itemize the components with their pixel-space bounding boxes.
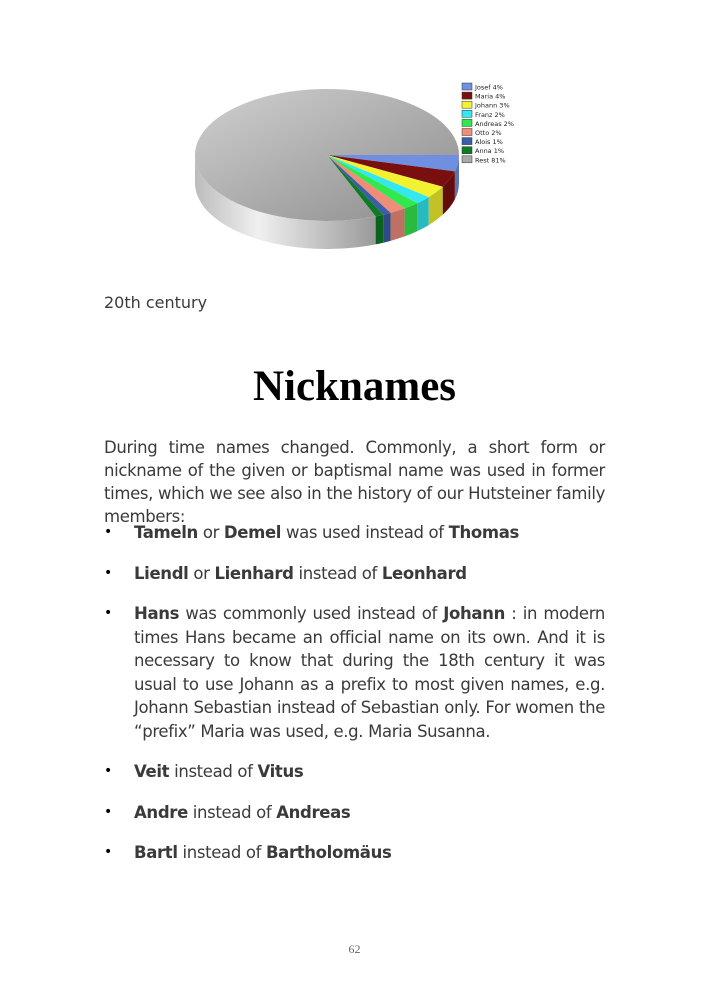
connector-text: or <box>197 523 224 542</box>
legend-swatch <box>462 110 472 117</box>
connector-text: instead of <box>177 843 266 862</box>
legend-label: Franz 2% <box>475 110 505 119</box>
full-name: Thomas <box>448 523 520 542</box>
full-name: Leonhard <box>381 563 467 583</box>
chart-legend <box>462 83 514 164</box>
legend-swatch <box>462 138 472 145</box>
connector-text: or <box>188 563 215 583</box>
full-name: Andreas <box>276 802 351 822</box>
list-item <box>104 562 605 586</box>
legend-label: Maria 4% <box>475 92 506 101</box>
legend-swatch <box>462 156 472 163</box>
page-number: 62 <box>348 942 361 956</box>
nickname: Liendl <box>134 563 189 583</box>
legend-swatch <box>462 147 472 154</box>
legend-label: Josef 4% <box>475 83 503 92</box>
nickname: Lienhard <box>214 563 294 583</box>
bullet-icon: • <box>104 605 112 621</box>
bullet-icon: • <box>104 564 112 581</box>
nickname: Veit <box>134 762 170 781</box>
intro-paragraph: During time names changed. Commonly, a short form or nickname of the given or baptismal name was used in former times, which we see also in the history of our Hutsteiner family members: <box>104 438 605 526</box>
pie-side-anna <box>376 215 384 245</box>
bullet-icon: • <box>104 844 112 860</box>
pie-side-andreas <box>405 203 418 236</box>
list-item <box>104 602 605 743</box>
nickname: Bartl <box>134 843 178 862</box>
connector-text: was commonly used instead of <box>179 604 444 623</box>
list-item <box>104 801 605 825</box>
legend-swatch <box>462 101 472 108</box>
legend-swatch <box>462 83 472 90</box>
nickname: Hans <box>134 604 180 623</box>
bullet-icon: • <box>104 763 112 779</box>
explanation-text: : in modern times Hans became an official name on its own. And it is necessary to know that during the 18th century it was usual to use Johann as a prefix to most given names, e.g. Johann Sebastian instead of Sebastian only. For women the “prefix” Maria was used, e.g. Maria Susanna. <box>134 604 605 741</box>
legend-label: Alois 1% <box>475 138 503 147</box>
connector-text: was used instead of <box>281 523 449 542</box>
page-heading: Nicknames <box>252 363 457 410</box>
nickname: Tameln <box>134 523 198 542</box>
list-item <box>104 760 605 784</box>
pie-chart <box>190 78 520 250</box>
nickname-list <box>104 521 605 882</box>
legend-swatch <box>462 129 472 136</box>
full-name: Johann <box>443 604 505 623</box>
bullet-icon: • <box>104 803 112 820</box>
pie-side-alois <box>383 213 390 243</box>
legend-label: Andreas 2% <box>475 119 514 128</box>
list-item <box>104 521 605 545</box>
nickname: Demel <box>223 523 282 542</box>
pie-side-otto <box>391 208 405 240</box>
chart-caption: 20th century <box>104 293 208 312</box>
legend-label: Rest 81% <box>475 156 506 165</box>
connector-text: instead of <box>293 563 382 583</box>
legend-swatch <box>462 92 472 99</box>
nickname: Andre <box>134 802 188 822</box>
legend-label: Otto 2% <box>475 129 502 137</box>
list-item <box>104 841 605 865</box>
legend-label: Anna 1% <box>475 147 505 156</box>
legend-label: Johann 3% <box>475 101 510 110</box>
connector-text: instead of <box>169 762 258 781</box>
connector-text: instead of <box>187 802 277 822</box>
full-name: Vitus <box>257 762 304 781</box>
pie-top <box>195 89 459 221</box>
full-name: Bartholomäus <box>265 843 392 862</box>
bullet-icon: • <box>104 524 112 540</box>
legend-swatch <box>462 119 472 126</box>
